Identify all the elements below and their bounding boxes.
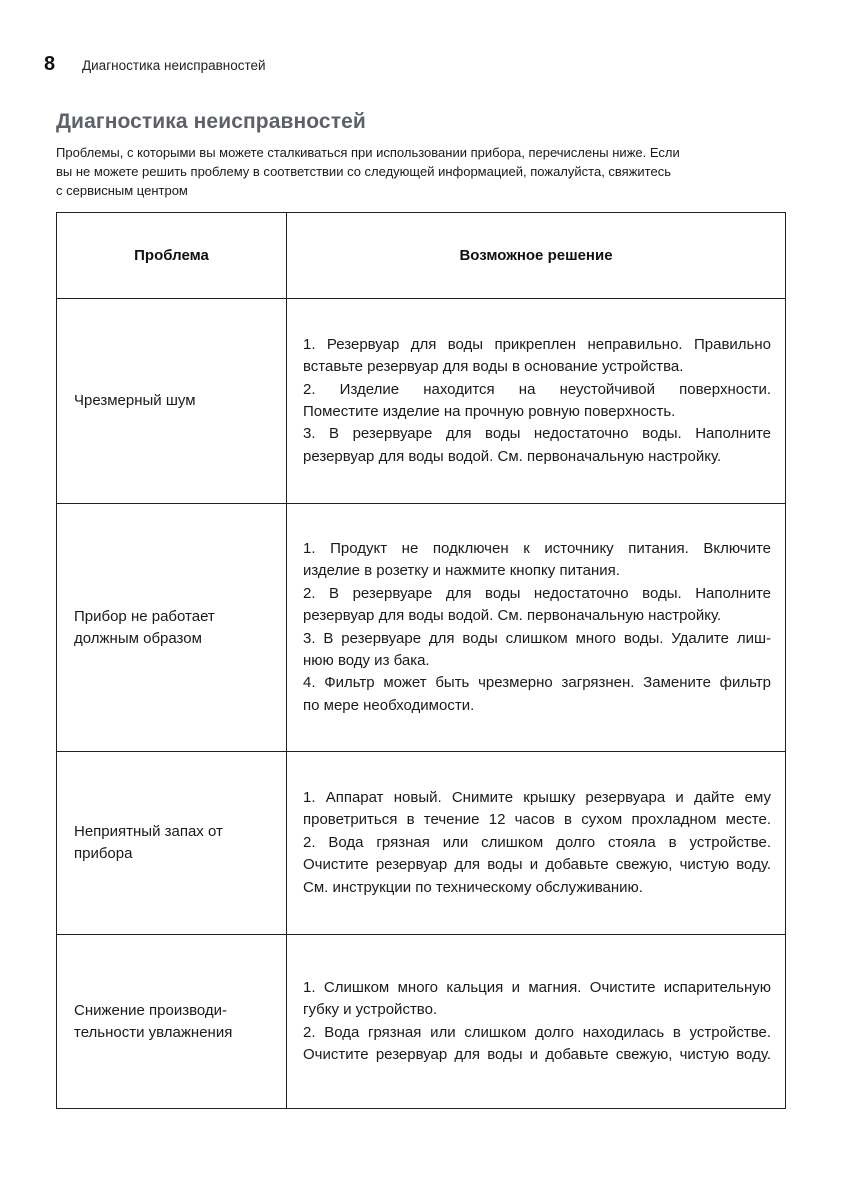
solution-line: См. инструкции по техническому обслуживанию.: [303, 878, 643, 896]
page-header: [44, 53, 266, 76]
solution-line: по мере необходимости.: [303, 696, 475, 714]
header-solution: Возможное решение: [287, 213, 786, 299]
problem-text: Прибор не работает: [74, 607, 215, 625]
solution-line: 2. В резервуаре для воды недостаточно воды. Наполните: [303, 584, 771, 602]
intro-line: с сервисным центром: [56, 183, 188, 198]
problem-cell: [57, 504, 287, 752]
solution-line: резервуар для воды водой. См. первоначальную настройку.: [303, 447, 722, 465]
solution-cell: [287, 752, 786, 935]
problem-text: Чрезмерный шум: [74, 392, 196, 409]
problem-text: прибора: [74, 845, 133, 862]
solution-line: 1. Слишком много кальция и магния. Очистите испарительную: [303, 978, 771, 996]
solution-line: вставьте резервуар для воды в основание устройства.: [303, 358, 684, 376]
solution-cell: [287, 299, 786, 504]
intro-line: Проблемы, с которыми вы можете сталкиваться при использовании прибора, перечислены ниже. Если: [56, 145, 680, 160]
solution-line: 2. Вода грязная или слишком долго находилась в устройстве.: [303, 1023, 771, 1041]
solution-line: резервуар для воды водой. См. первоначальную настройку.: [303, 607, 722, 625]
table-row: [57, 935, 786, 1109]
intro-paragraph: [56, 143, 786, 200]
problem-cell: [57, 752, 287, 935]
solution-line: 3. В резервуаре для воды слишком много воды. Удалите лиш-: [303, 629, 771, 647]
solution-line: проветриться в течение 12 часов в сухом прохладном месте.: [303, 811, 771, 829]
solution-line: 1. Резервуар для воды прикреплен неправильно. Правильно: [303, 335, 771, 353]
table-row: [57, 752, 786, 935]
running-header-title: Диагностика неисправностей: [82, 58, 266, 73]
problem-text: тельности увлажнения: [74, 1023, 233, 1041]
solution-line: Очистите резервуар для воды и добавьте свежую, чистую воду.: [303, 856, 771, 874]
section-title: Диагностика неисправностей: [56, 110, 366, 133]
intro-line: вы не можете решить проблему в соответствии со следующей информацией, пожалуйста, свяжитесь: [56, 164, 671, 179]
solution-line: изделие в розетку и нажмите кнопку питания.: [303, 562, 620, 580]
problem-text: Неприятный запах от: [74, 823, 223, 840]
problem-text: Снижение производи-: [74, 1001, 228, 1019]
solution-line: 2. Изделие находится на неустойчивой поверхности.: [303, 380, 771, 398]
table-row: [57, 299, 786, 504]
solution-line: 3. В резервуаре для воды недостаточно воды. Наполните: [303, 425, 771, 443]
problem-cell: [57, 299, 287, 504]
solution-line: Очистите резервуар для воды и добавьте свежую, чистую воду.: [303, 1045, 771, 1063]
solution-line: 2. Вода грязная или слишком долго стояла в устройстве.: [303, 833, 771, 851]
solution-line: 4. Фильтр может быть чрезмерно загрязнен. Замените фильтр: [303, 674, 771, 692]
table-header-row: [57, 213, 786, 299]
solution-cell: [287, 935, 786, 1109]
header-problem: Проблема: [57, 213, 287, 299]
page-number: 8: [44, 53, 56, 75]
solution-line: Поместите изделие на прочную ровную поверхность.: [303, 403, 676, 420]
problem-cell: [57, 935, 287, 1109]
troubleshooting-table: [56, 212, 786, 1109]
solution-line: 1. Аппарат новый. Снимите крышку резервуара и дайте ему: [303, 788, 771, 806]
table-row: [57, 504, 786, 752]
solution-line: губку и устройство.: [303, 1001, 438, 1019]
solution-cell: [287, 504, 786, 752]
solution-line: 1. Продукт не подключен к источнику питания. Включите: [303, 539, 771, 557]
problem-text: должным образом: [74, 629, 202, 647]
solution-line: нюю воду из бака.: [303, 651, 430, 669]
